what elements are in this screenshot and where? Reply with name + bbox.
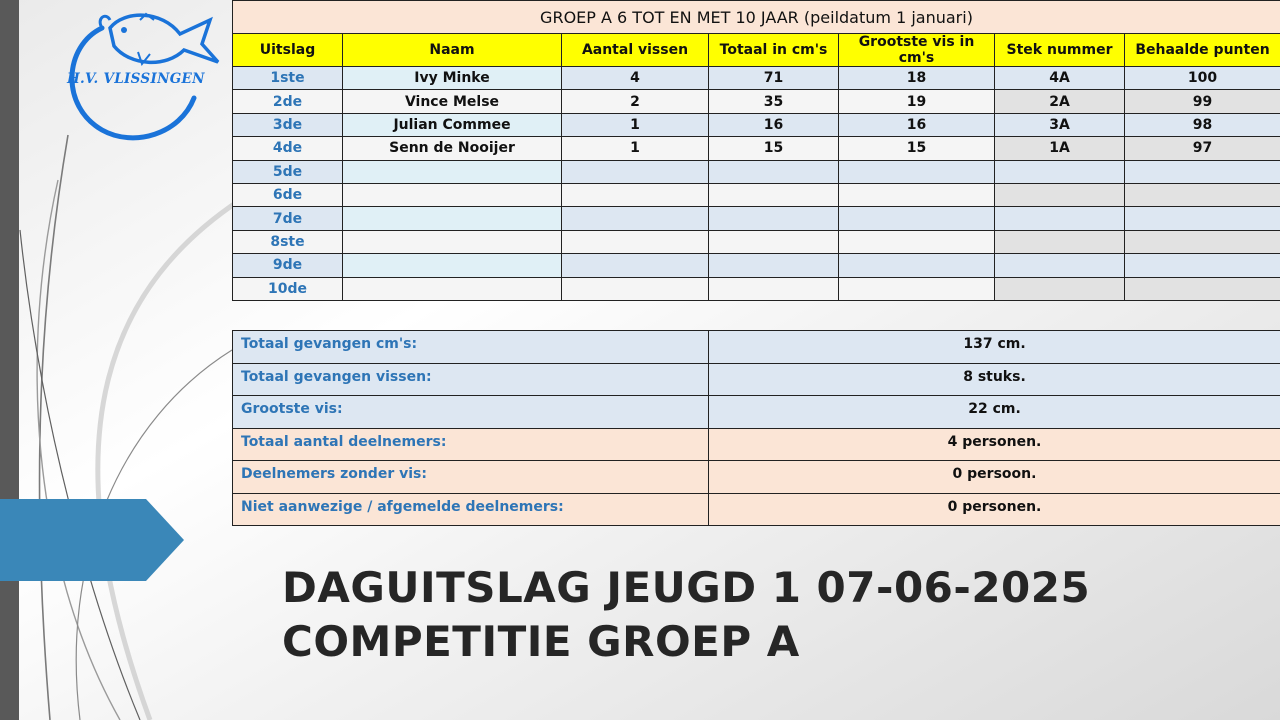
cell-total-cm xyxy=(709,230,839,253)
summary-label: Grootste vis: xyxy=(233,396,709,429)
header-uitslag: Uitslag xyxy=(233,34,343,67)
cell-spot-number: 1A xyxy=(995,137,1125,160)
cell-total-cm: 71 xyxy=(709,67,839,90)
summary-value: 8 stuks. xyxy=(709,363,1280,396)
summary-row xyxy=(233,331,1280,364)
cell-place: 1ste xyxy=(233,67,343,90)
summary-value: 22 cm. xyxy=(709,396,1280,429)
cell-fish-count: 1 xyxy=(562,137,709,160)
cell-place: 4de xyxy=(233,137,343,160)
cell-points xyxy=(1125,207,1280,230)
cell-name xyxy=(343,254,562,277)
cell-fish-count xyxy=(562,207,709,230)
cell-points xyxy=(1125,230,1280,253)
result-row xyxy=(233,67,1280,90)
cell-place: 9de xyxy=(233,254,343,277)
page-headline xyxy=(282,561,1262,669)
cell-points xyxy=(1125,183,1280,206)
cell-place: 5de xyxy=(233,160,343,183)
result-row xyxy=(233,113,1280,136)
cell-biggest-fish: 16 xyxy=(839,113,995,136)
cell-biggest-fish xyxy=(839,254,995,277)
cell-fish-count: 2 xyxy=(562,90,709,113)
cell-points xyxy=(1125,254,1280,277)
cell-name xyxy=(343,207,562,230)
cell-name: Senn de Nooijer xyxy=(343,137,562,160)
cell-name xyxy=(343,183,562,206)
summary-row xyxy=(233,461,1280,494)
result-row xyxy=(233,137,1280,160)
result-row xyxy=(233,183,1280,206)
cell-spot-number xyxy=(995,207,1125,230)
results-title: GROEP A 6 TOT EN MET 10 JAAR (peildatum 1 januari) xyxy=(233,1,1280,34)
cell-spot-number xyxy=(995,183,1125,206)
cell-name: Julian Commee xyxy=(343,113,562,136)
cell-points: 97 xyxy=(1125,137,1280,160)
cell-fish-count xyxy=(562,230,709,253)
cell-fish-count: 4 xyxy=(562,67,709,90)
result-row xyxy=(233,277,1280,300)
cell-spot-number xyxy=(995,254,1125,277)
cell-place: 8ste xyxy=(233,230,343,253)
headline-line-1: DAGUITSLAG JEUGD 1 07-06-2025 xyxy=(282,563,1091,612)
cell-spot-number xyxy=(995,160,1125,183)
result-row xyxy=(233,90,1280,113)
cell-total-cm xyxy=(709,277,839,300)
cell-name: Vince Melse xyxy=(343,90,562,113)
cell-biggest-fish xyxy=(839,230,995,253)
cell-points: 100 xyxy=(1125,67,1280,90)
cell-name: Ivy Minke xyxy=(343,67,562,90)
cell-fish-count xyxy=(562,183,709,206)
cell-place: 7de xyxy=(233,207,343,230)
headline-line-2: COMPETITIE GROEP A xyxy=(282,617,800,666)
cell-total-cm xyxy=(709,160,839,183)
cell-biggest-fish xyxy=(839,277,995,300)
cell-biggest-fish xyxy=(839,207,995,230)
cell-points xyxy=(1125,160,1280,183)
header-totaal-cm: Totaal in cm's xyxy=(709,34,839,67)
cell-total-cm: 15 xyxy=(709,137,839,160)
cell-biggest-fish: 19 xyxy=(839,90,995,113)
summary-row xyxy=(233,363,1280,396)
cell-name xyxy=(343,277,562,300)
cell-place: 2de xyxy=(233,90,343,113)
cell-fish-count: 1 xyxy=(562,113,709,136)
cell-points xyxy=(1125,277,1280,300)
cell-place: 6de xyxy=(233,183,343,206)
cell-biggest-fish: 18 xyxy=(839,67,995,90)
cell-total-cm: 16 xyxy=(709,113,839,136)
result-row xyxy=(233,207,1280,230)
result-row xyxy=(233,160,1280,183)
cell-spot-number xyxy=(995,277,1125,300)
cell-spot-number: 2A xyxy=(995,90,1125,113)
summary-label: Totaal gevangen vissen: xyxy=(233,363,709,396)
summary-value: 4 personen. xyxy=(709,428,1280,461)
summary-value: 0 personen. xyxy=(709,493,1280,526)
summary-value: 0 persoon. xyxy=(709,461,1280,494)
header-grootste-vis: Grootste vis in cm's xyxy=(839,34,995,67)
cell-biggest-fish: 15 xyxy=(839,137,995,160)
cell-biggest-fish xyxy=(839,183,995,206)
cell-name xyxy=(343,230,562,253)
cell-total-cm xyxy=(709,254,839,277)
result-row xyxy=(233,230,1280,253)
cell-total-cm xyxy=(709,207,839,230)
summary-label: Deelnemers zonder vis: xyxy=(233,461,709,494)
summary-value: 137 cm. xyxy=(709,331,1280,364)
summary-table xyxy=(232,330,1280,526)
cell-points: 99 xyxy=(1125,90,1280,113)
result-row xyxy=(233,254,1280,277)
club-name-logo-text: H.V. VLISSINGEN xyxy=(67,71,205,87)
blue-arrow-tab xyxy=(0,499,184,581)
cell-fish-count xyxy=(562,277,709,300)
cell-spot-number: 3A xyxy=(995,113,1125,136)
summary-row xyxy=(233,493,1280,526)
summary-label: Niet aanwezige / afgemelde deelnemers: xyxy=(233,493,709,526)
cell-fish-count xyxy=(562,160,709,183)
header-aantal-vissen: Aantal vissen xyxy=(562,34,709,67)
header-naam: Naam xyxy=(343,34,562,67)
cell-total-cm: 35 xyxy=(709,90,839,113)
cell-fish-count xyxy=(562,254,709,277)
summary-label: Totaal gevangen cm's: xyxy=(233,331,709,364)
cell-place: 10de xyxy=(233,277,343,300)
cell-name xyxy=(343,160,562,183)
header-stek-nummer: Stek nummer xyxy=(995,34,1125,67)
results-table xyxy=(232,0,1280,301)
header-behaalde-punten: Behaalde punten xyxy=(1125,34,1280,67)
cell-spot-number xyxy=(995,230,1125,253)
summary-row xyxy=(233,428,1280,461)
cell-total-cm xyxy=(709,183,839,206)
cell-place: 3de xyxy=(233,113,343,136)
cell-points: 98 xyxy=(1125,113,1280,136)
cell-spot-number: 4A xyxy=(995,67,1125,90)
summary-label: Totaal aantal deelnemers: xyxy=(233,428,709,461)
cell-biggest-fish xyxy=(839,160,995,183)
summary-row xyxy=(233,396,1280,429)
